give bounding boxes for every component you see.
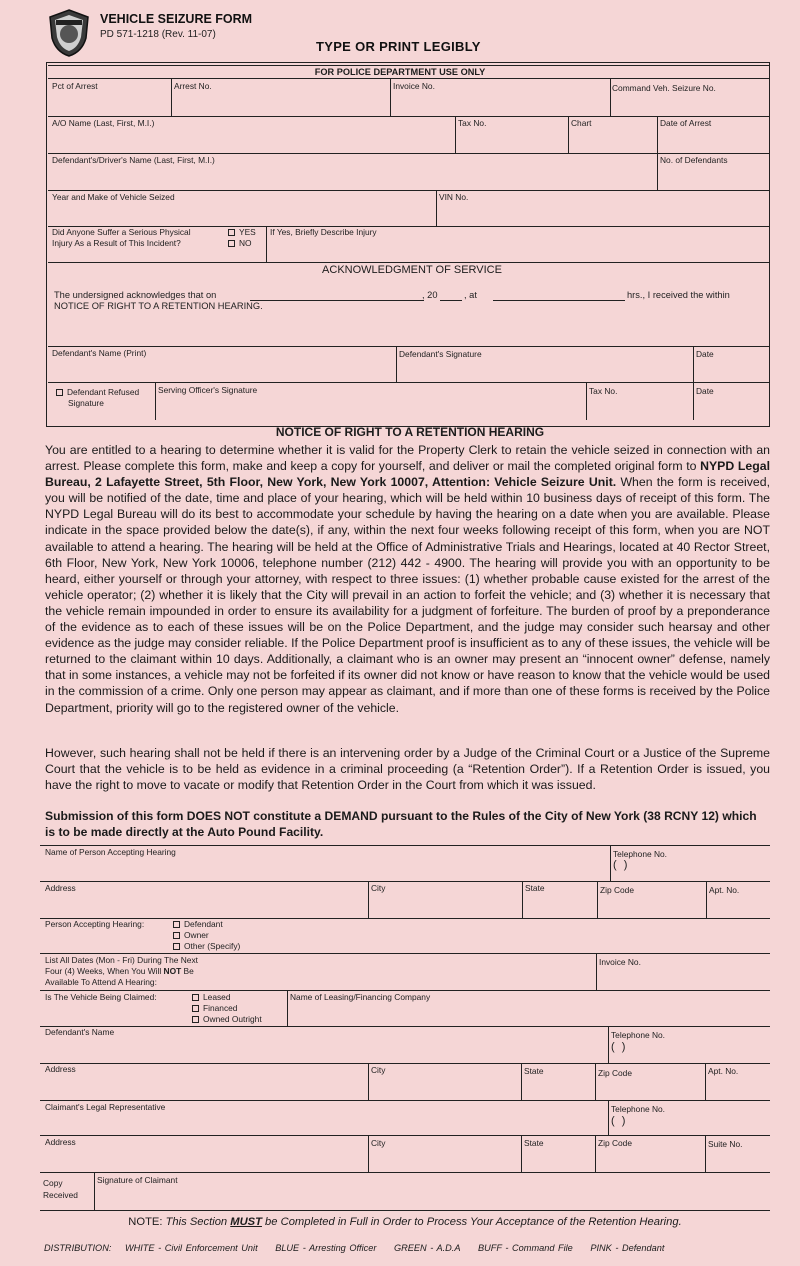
no-of-defendants-field[interactable]: No. of Defendants [660, 155, 728, 165]
notice-p1-address: NYPD Legal Bureau, 2 Lafayette Street, 5th Floor, New York, New York 10007, Attention: Vehicle Seizure Unit. [45, 459, 770, 490]
apt-field-1[interactable]: Apt. No. [709, 885, 740, 895]
claimant-representative-field[interactable]: Claimant's Legal Representative [45, 1102, 166, 1112]
form-title: VEHICLE SEIZURE FORM [100, 12, 253, 26]
ack-line1-part4: hrs., I received the within [627, 290, 730, 300]
notice-paragraph-2: However, such hearing shall not be held if there is an intervening order by a Judge of the Criminal Court or a Justice of the Supreme Court that the vehicle is to be held as evidence in a criminal proceeding (a “Retention Order”). If a Retention Order is issued, you have the right to move to vacate or modify that Retention Order in the Court from which it was issued. [45, 746, 770, 793]
checkbox-icon [192, 994, 199, 1001]
dates-line2-not: NOT [163, 966, 182, 976]
dist-pink: PINK [590, 1243, 612, 1253]
dist-buff: BUFF [478, 1243, 502, 1253]
vehicle-claimed-label: Is The Vehicle Being Claimed: [45, 992, 157, 1002]
owner-option-label: Owner [184, 930, 209, 940]
notice-paragraph-1 [45, 442, 770, 716]
chart-field[interactable]: Chart [571, 118, 592, 128]
footer-note [0, 1216, 800, 1228]
injury-describe-field[interactable]: If Yes, Briefly Describe Injury [270, 227, 377, 237]
owned-option-label: Owned Outright [203, 1014, 262, 1024]
vin-no-field[interactable]: VIN No. [439, 192, 469, 202]
address-field-1[interactable]: Address [45, 883, 76, 893]
defendant-refused-checkbox[interactable] [56, 387, 139, 397]
defendants-name-field[interactable]: Defendant's Name [45, 1027, 115, 1037]
command-veh-seizure-field[interactable]: Command Veh. Seizure No. [612, 83, 716, 93]
financed-checkbox[interactable] [192, 1003, 237, 1013]
city-field-3[interactable]: City [371, 1138, 386, 1148]
owner-checkbox[interactable] [173, 930, 209, 940]
other-checkbox[interactable] [173, 941, 240, 951]
notice-title: NOTICE OF RIGHT TO A RETENTION HEARING [275, 425, 545, 439]
ack-title: ACKNOWLEDGMENT OF SERVICE [322, 264, 502, 276]
distribution-line: DISTRIBUTION: WHITE - Civil Enforcement Unit BLUE - Arresting Officer GREEN - A.D.A BUFF - Command File PINK - Defendant [44, 1243, 665, 1253]
received-label: Received [43, 1190, 78, 1200]
telephone-label-2: Telephone No. [611, 1030, 666, 1040]
dist-white: WHITE [124, 1243, 155, 1253]
serving-date-field[interactable]: Date [696, 386, 714, 396]
defendant-checkbox[interactable] [173, 919, 223, 929]
telephone-label-1: Telephone No. [613, 849, 668, 859]
nypd-badge-logo [46, 8, 92, 58]
submission-notice: Submission of this form DOES NOT constitute a DEMAND pursuant to the Rules of the City of New York (38 RCNY 12) which is to be made directly at the Auto Pound Facility. [45, 809, 757, 840]
checkbox-icon [228, 240, 235, 247]
note-text-b: be Completed in Full in Order to Process Your Acceptance of the Retention Hearing. [261, 1216, 682, 1228]
owned-outright-checkbox[interactable] [192, 1014, 262, 1024]
checkbox-icon [228, 229, 235, 236]
note-must: MUST [230, 1216, 262, 1228]
ack-date-field[interactable]: Date [696, 349, 714, 359]
telephone-label-3: Telephone No. [611, 1104, 666, 1114]
state-field-2[interactable]: State [524, 1066, 544, 1076]
leasing-company-field[interactable]: Name of Leasing/Financing Company [290, 992, 431, 1002]
checkbox-icon [56, 389, 63, 396]
no-label: NO [239, 238, 252, 248]
address-field-2[interactable]: Address [45, 1064, 76, 1074]
dist-buff-to: Command File [512, 1243, 573, 1253]
notice-p1-text-a: You are entitled to a hearing to determine whether it is valid for the Property Clerk to retain the vehicle seized in connection with an arrest. Please complete this form, make and keep a copy for yourself, and deliver or mail the completed original form to [45, 443, 770, 474]
tax-no-field[interactable]: Tax No. [458, 118, 487, 128]
telephone-field-3[interactable]: ( ) [611, 1115, 628, 1127]
date-of-arrest-field[interactable]: Date of Arrest [660, 118, 712, 128]
note-prefix: NOTE: [128, 1216, 166, 1228]
zip-field-2[interactable]: Zip Code [598, 1068, 632, 1078]
person-accepting-label: Person Accepting Hearing: [45, 919, 145, 929]
defendant-option-label: Defendant [184, 919, 223, 929]
arrest-no-field[interactable]: Arrest No. [174, 81, 212, 91]
serving-officer-signature-field[interactable]: Serving Officer's Signature [158, 385, 258, 395]
unavailable-dates-line3: Available To Attend A Hearing: [45, 977, 157, 987]
financed-option-label: Financed [203, 1003, 238, 1013]
defendant-name-print-field[interactable]: Defendant's Name (Print) [52, 348, 147, 358]
invoice-no-field-2[interactable]: Invoice No. [599, 957, 641, 967]
checkbox-icon [173, 921, 180, 928]
state-field-3[interactable]: State [524, 1138, 544, 1148]
injury-yes-checkbox[interactable] [228, 227, 256, 237]
defendant-signature-field[interactable]: Defendant's Signature [399, 349, 482, 359]
pct-of-arrest-field[interactable]: Pct of Arrest [52, 81, 98, 91]
form-number: PD 571-1218 (Rev. 11-07) [100, 29, 216, 40]
yes-label: YES [239, 227, 256, 237]
dist-white-to: Civil Enforcement Unit [164, 1243, 258, 1253]
unavailable-dates-line2 [45, 966, 194, 976]
injury-question-line1: Did Anyone Suffer a Serious Physical [52, 227, 191, 237]
injury-question-line2: Injury As a Result of This Incident? [52, 238, 181, 248]
serving-tax-no-field[interactable]: Tax No. [589, 386, 618, 396]
invoice-no-field[interactable]: Invoice No. [393, 81, 435, 91]
ack-line1-part3: , at [464, 290, 477, 300]
claimant-signature-field[interactable]: Signature of Claimant [97, 1175, 178, 1185]
ack-line1-part2: , 20 [422, 290, 438, 300]
checkbox-icon [173, 943, 180, 950]
refused-label-line2: Signature [68, 398, 104, 408]
leased-option-label: Leased [203, 992, 231, 1002]
ack-line1-part1: The undersigned acknowledges that on [54, 290, 217, 300]
dist-green-to: A.D.A [436, 1243, 461, 1253]
year-make-vehicle-field[interactable]: Year and Make of Vehicle Seized [52, 192, 175, 202]
notice-p1-text-b: When the form is received, you will be notified of the date, time and place of your hearing, which will be held within 10 business days of receipt of this form. The NYPD Legal Bureau will do its best to accommodate your schedule by having the hearing on a date when you are available. Please indicate in the space provided below the date(s), if any, within the next four weeks following receipt of this form, when you are NOT available to attend a hearing. The hearing will be held at the Office of Administrative Trials and Hearings, located at 40 Rector Street, 6th Floor, New York, New York 10006, telephone number (212) 442 - 4900. The hearing will provide you with an opportunity to be heard, either yourself or through your attorney, with respect to three issues: (1) whether probable cause existed for the arrest of the vehicle operator; (2) whether it is likely that the City will prevail in an action to forfeit the vehicle; and (3) whether it is necessary that the vehicle remain impounded in order to ensure its availability for a judgment of forfeiture. The burden of proof by a preponderance of the evidence as to each of these issues will be on the Police Department, and the judge may consider such hearsay and other evidence as the judge may consider reliable. If the Police Department proof is insufficient as to any of these issues, the vehicle will be returned to the claimant within 10 days. Additionally, a claimant who is an owner may present an “innocent owner” defense, namely that in some instances, a vehicle may not be forfeited if its owner did not know or have reason to know that the vehicle would be used in the commission of a crime. Only one person may appear as claimant, and if more than one of these forms is received by the Police Department, priority will go to the registered owner of the vehicle. [45, 475, 771, 715]
zip-field-1[interactable]: Zip Code [600, 885, 634, 895]
telephone-field-2[interactable]: ( ) [611, 1041, 628, 1053]
police-use-banner: FOR POLICE DEPARTMENT USE ONLY [314, 67, 486, 77]
address-field-3[interactable]: Address [45, 1137, 76, 1147]
checkbox-icon [192, 1016, 199, 1023]
city-field-1[interactable]: City [371, 883, 386, 893]
ack-line2: NOTICE OF RIGHT TO A RETENTION HEARING. [54, 301, 263, 311]
checkbox-icon [173, 932, 180, 939]
dist-blue-to: Arresting Officer [309, 1243, 377, 1253]
suite-field-3[interactable]: Suite No. [708, 1139, 743, 1149]
dist-green: GREEN [393, 1243, 427, 1253]
dates-line2-c: Be [181, 966, 194, 976]
dist-blue: BLUE [275, 1243, 300, 1253]
refused-label: Defendant Refused [67, 387, 140, 397]
other-option-label: Other (Specify) [184, 941, 241, 951]
state-field-1[interactable]: State [525, 883, 545, 893]
dates-line2-a: Four (4) Weeks, When You Will [45, 966, 164, 976]
note-text-a: This Section [165, 1216, 231, 1228]
zip-field-3[interactable]: Zip Code [598, 1138, 632, 1148]
defendant-driver-name-field[interactable]: Defendant's/Driver's Name (Last, First, M.I.) [52, 155, 215, 165]
name-accepting-hearing-field[interactable]: Name of Person Accepting Hearing [45, 847, 176, 857]
copy-label: Copy [43, 1178, 63, 1188]
distribution-label: DISTRIBUTION: [44, 1243, 112, 1253]
print-instruction: TYPE OR PRINT LEGIBLY [316, 39, 481, 54]
leased-checkbox[interactable] [192, 992, 230, 1002]
apt-field-2[interactable]: Apt. No. [708, 1066, 739, 1076]
injury-no-checkbox[interactable] [228, 238, 252, 248]
telephone-field-1[interactable]: ( ) [613, 859, 630, 871]
ao-name-field[interactable]: A/O Name (Last, First, M.I.) [52, 118, 155, 128]
checkbox-icon [192, 1005, 199, 1012]
dist-pink-to: Defendant [621, 1243, 665, 1253]
city-field-2[interactable]: City [371, 1065, 386, 1075]
unavailable-dates-line1: List All Dates (Mon - Fri) During The Next [45, 955, 198, 965]
